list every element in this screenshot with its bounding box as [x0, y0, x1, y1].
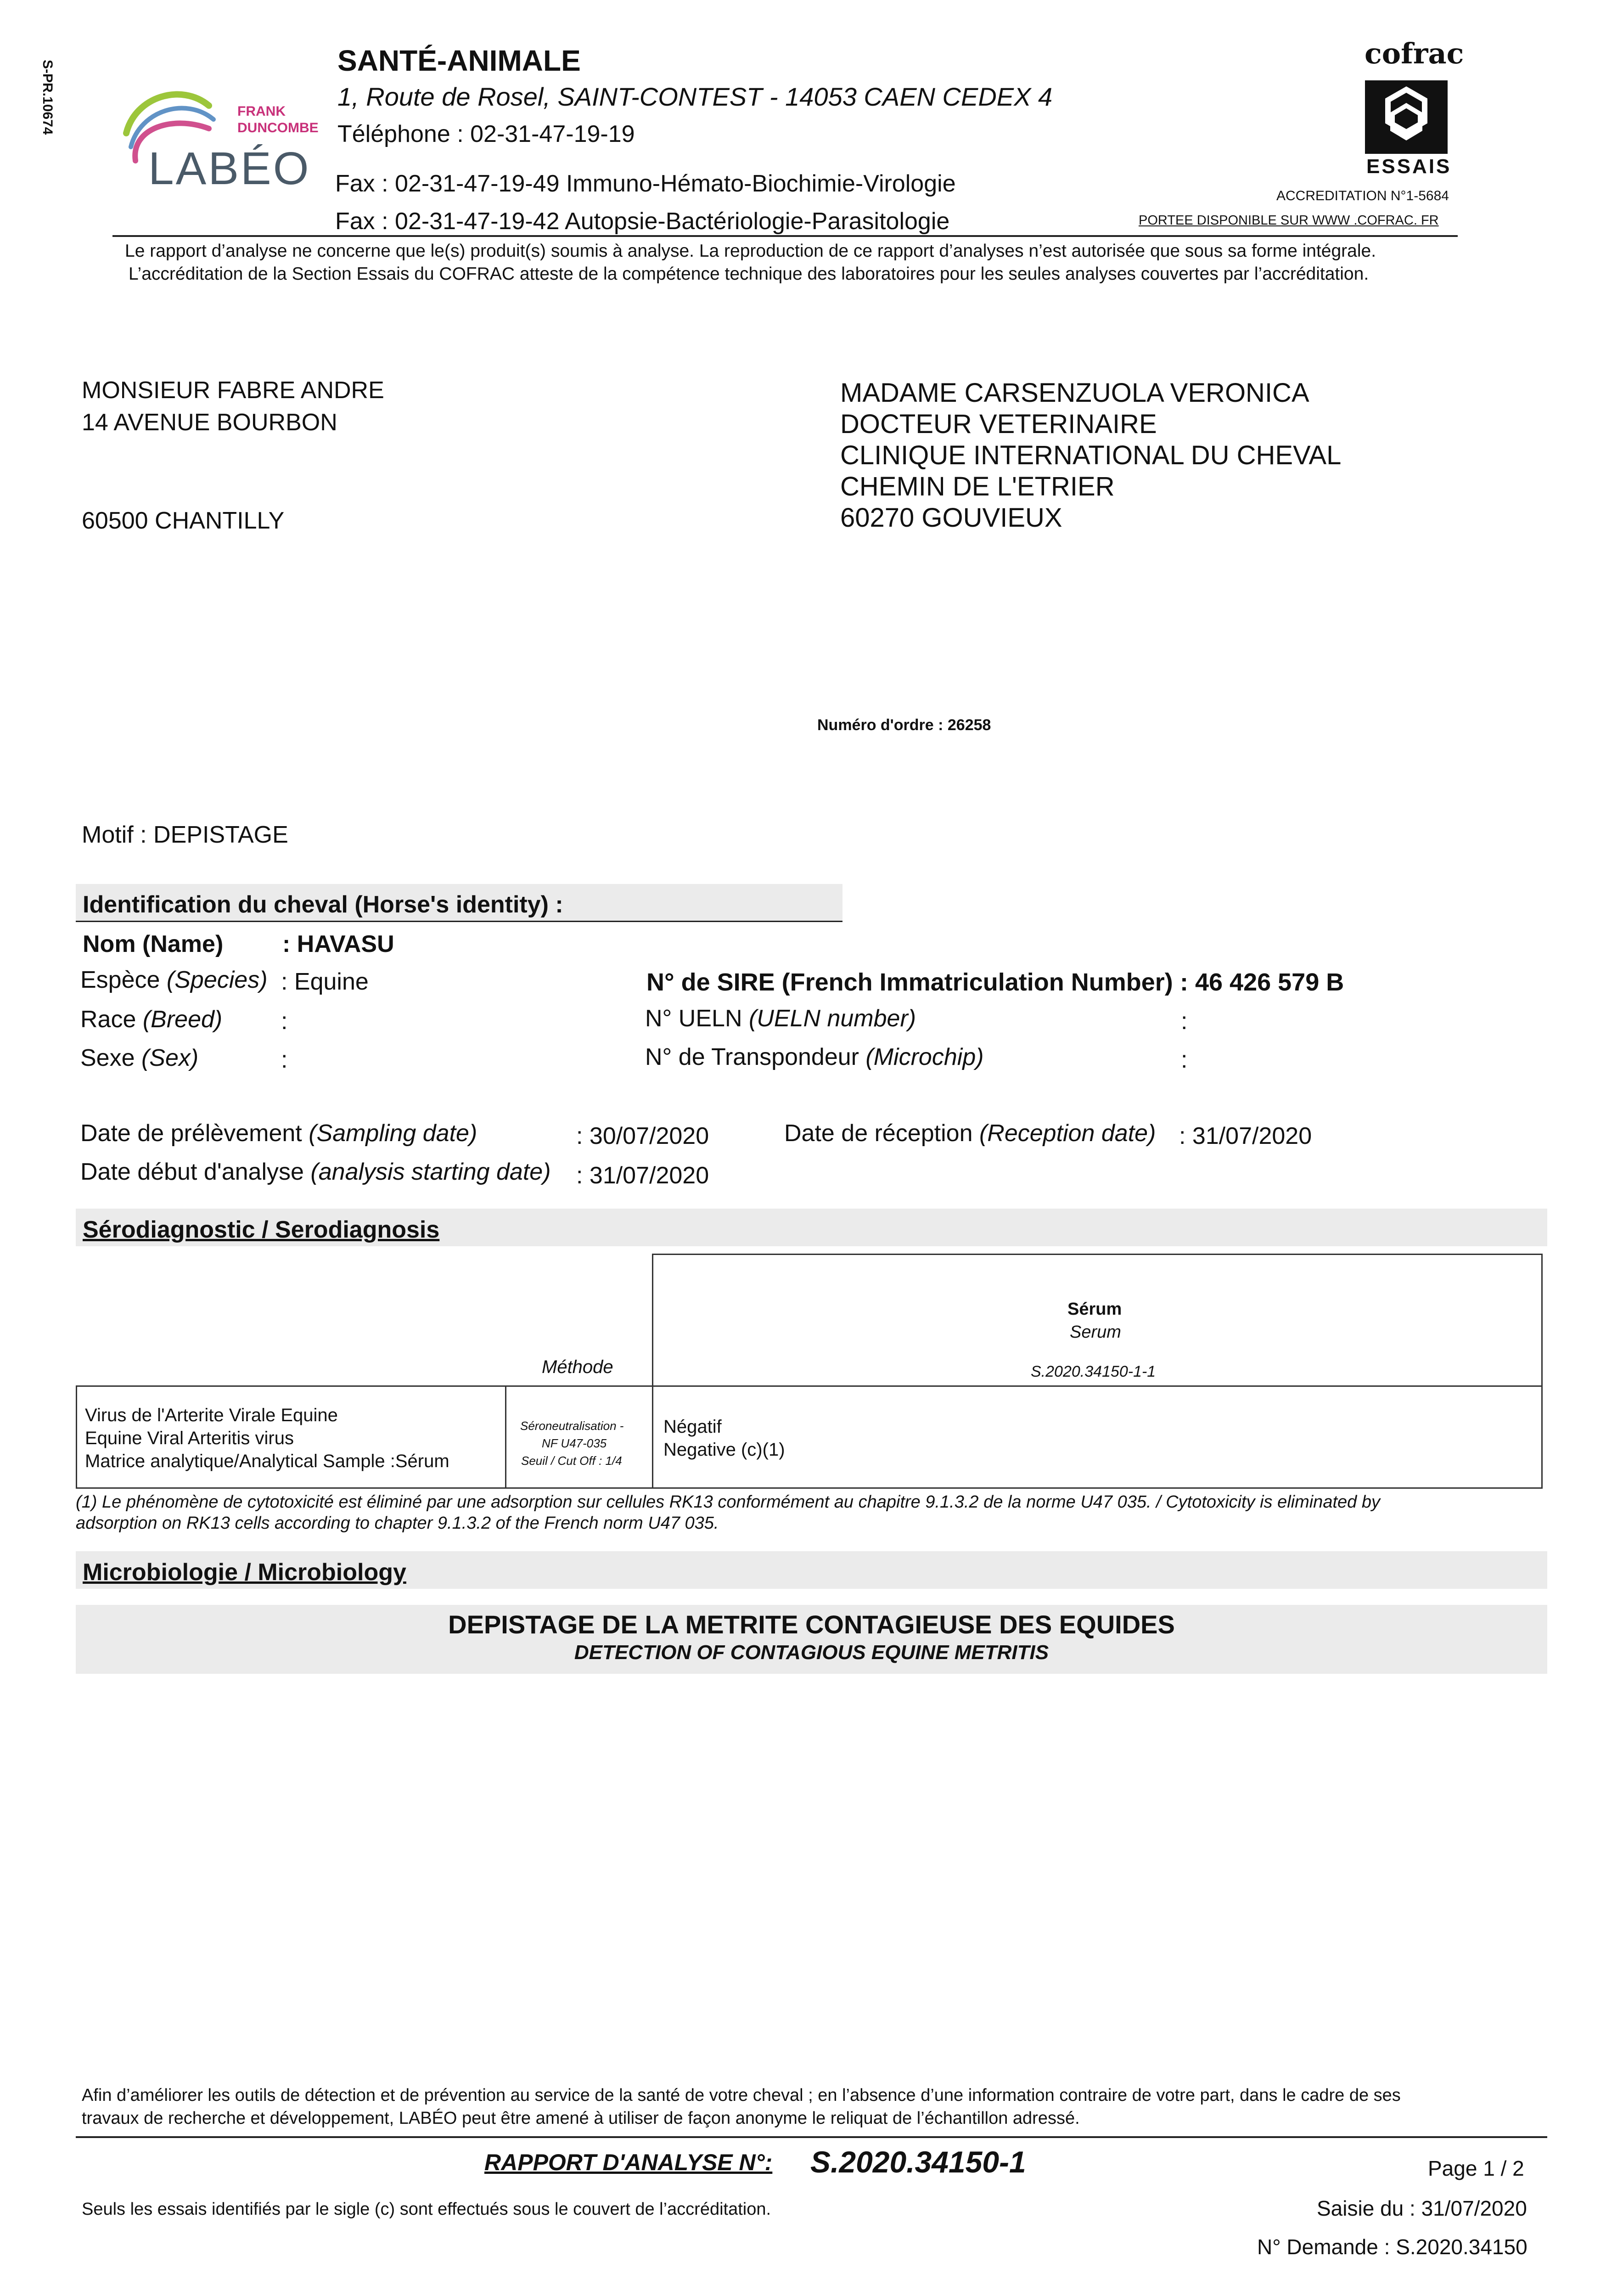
micro-title: DEPISTAGE DE LA METRITE CONTAGIEUSE DES EQUIDES	[448, 1610, 1175, 1639]
lab-name: SANTÉ-ANIMALE	[337, 44, 581, 77]
side-code: S-PR.10674	[40, 60, 55, 135]
logo-labeo: LABÉO	[148, 143, 311, 194]
analyte-name-fr: Virus de l'Arterite Virale Equine	[85, 1405, 338, 1425]
reception-date-label: Date de réception (Reception date)	[784, 1120, 1156, 1147]
header-rule	[112, 235, 1458, 237]
cofrac-accreditation: ACCREDITATION N°1-5684	[1276, 188, 1449, 203]
cofrac-logo	[1359, 37, 1464, 184]
start-date-value: : 31/07/2020	[576, 1162, 709, 1189]
vet-title: DOCTEUR VETERINAIRE	[840, 409, 1157, 439]
page-number: Page 1 / 2	[1428, 2156, 1524, 2180]
ueln-value: :	[1181, 1008, 1188, 1035]
micro-title-wrap	[76, 1609, 1547, 1664]
identity-header: Identification du cheval (Horse's identity) :	[83, 891, 563, 918]
demande-number: N° Demande : S.2020.34150	[1257, 2235, 1528, 2259]
accreditation-note: Seuls les essais identifiés par le sigle (c) sont effectués sous le couvert de l’accréditation.	[82, 2200, 771, 2219]
micro-header: Microbiologie / Microbiology	[83, 1559, 406, 1586]
table-col-divider-2	[652, 1385, 653, 1489]
footnote-line1: (1) Le phénomène de cytotoxicité est éliminé par une adsorption sur cellules RK13 conformément au chapitre 9.1.3.2 de la norme U47 035. / Cytotoxicity is eliminated by	[76, 1492, 1380, 1512]
footer-note-line1: Afin d’améliorer les outils de détection et de prévention au service de la santé de votre cheval ; en l’absence d’une information contraire de votre part, dans le cadre de ses	[82, 2086, 1401, 2105]
table-row	[76, 1385, 1543, 1489]
analyte-name-en: Equine Viral Arteritis virus	[85, 1428, 294, 1448]
method-line2: NF U47-035	[542, 1436, 607, 1450]
species-label: Espèce (Species)	[80, 967, 268, 993]
cofrac-essais: ESSAIS	[1366, 155, 1452, 178]
lab-fax1: Fax : 02-31-47-19-49 Immuno-Hémato-Biochimie-Virologie	[335, 170, 956, 197]
reception-date-value: : 31/07/2020	[1179, 1123, 1312, 1149]
method-line3: Seuil / Cut Off : 1/4	[521, 1454, 622, 1468]
lab-phone: Téléphone : 02-31-47-19-19	[337, 121, 635, 147]
logo-frank: FRANK	[237, 104, 286, 119]
result-fr: Négatif	[663, 1417, 722, 1437]
transponder-value: :	[1181, 1047, 1188, 1073]
cofrac-word: cofrac	[1365, 37, 1464, 70]
disclaimer-line2: L’accréditation de la Section Essais du COFRAC atteste de la compétence technique des laboratoires pour les seules analyses couvertes par l’accréditation.	[129, 264, 1369, 284]
transponder-label: N° de Transpondeur (Microchip)	[645, 1044, 984, 1070]
footer-note-line2: travaux de recherche et développement, LABÉO peut être amené à utiliser de façon anonyme le reliquat de l’échantillon adressé.	[82, 2109, 1080, 2128]
species-value: : Equine	[281, 968, 369, 995]
horse-name-value: : HAVASU	[282, 931, 394, 957]
sampling-date-value: : 30/07/2020	[576, 1123, 709, 1149]
vet-name: MADAME CARSENZUOLA VERONICA	[840, 378, 1309, 408]
sample-id: S.2020.34150-1-1	[1031, 1363, 1156, 1380]
breed-value: :	[281, 1008, 288, 1035]
logo-duncombe: DUNCOMBE	[237, 120, 319, 135]
breed-label: Race (Breed)	[80, 1006, 223, 1033]
serum-label-fr: Sérum	[1067, 1300, 1122, 1319]
method-col-header: Méthode	[542, 1357, 613, 1377]
micro-subtitle: DETECTION OF CONTAGIOUS EQUINE METRITIS	[574, 1641, 1049, 1664]
serum-label-en: Serum	[1070, 1322, 1121, 1342]
report-label: RAPPORT D'ANALYSE N°:	[484, 2150, 773, 2175]
footer-rule	[76, 2136, 1547, 2138]
saisie-date: Saisie du : 31/07/2020	[1317, 2196, 1527, 2220]
horse-name-label: Nom (Name)	[83, 931, 224, 957]
vet-city: 60270 GOUVIEUX	[840, 503, 1062, 533]
disclaimer-line1: Le rapport d’analyse ne concerne que le(s) produit(s) soumis à analyse. La reproduction de ce rapport d’analyses n’est autorisée que sous sa forme intégrale.	[125, 241, 1376, 261]
owner-street: 14 AVENUE BOURBON	[82, 409, 337, 436]
ueln-label: N° UELN (UELN number)	[645, 1005, 916, 1032]
vet-street: CHEMIN DE L'ETRIER	[840, 472, 1115, 501]
sire-label: N° de SIRE (French Immatriculation Number)	[646, 968, 1173, 996]
sex-label: Sexe (Sex)	[80, 1045, 199, 1071]
sire-value: : 46 426 579 B	[1180, 968, 1344, 996]
sampling-date-label: Date de prélèvement (Sampling date)	[80, 1120, 477, 1147]
owner-name: MONSIEUR FABRE ANDRE	[82, 377, 384, 404]
sex-value: :	[281, 1047, 288, 1073]
identity-header-rule	[76, 921, 842, 922]
cofrac-portee-link[interactable]: PORTEE DISPONIBLE SUR WWW .COFRAC. FR	[1139, 213, 1439, 228]
serology-header: Sérodiagnostic / Serodiagnosis	[83, 1216, 440, 1243]
lab-fax2: Fax : 02-31-47-19-42 Autopsie-Bactériologie-Parasitologie	[335, 208, 950, 235]
footnote-line2: adsorption on RK13 cells according to chapter 9.1.3.2 of the French norm U47 035.	[76, 1514, 719, 1533]
table-col-divider-1	[505, 1385, 506, 1489]
report-number: S.2020.34150-1	[810, 2145, 1026, 2179]
labeo-logo	[117, 78, 328, 197]
cofrac-emblem-icon	[1363, 78, 1450, 156]
analyte-matrix: Matrice analytique/Analytical Sample :Sérum	[85, 1451, 449, 1471]
result-en: Negative (c)(1)	[663, 1440, 785, 1460]
motif: Motif : DEPISTAGE	[82, 822, 288, 848]
lab-address: 1, Route de Rosel, SAINT-CONTEST - 14053 CAEN CEDEX 4	[337, 82, 1053, 111]
vet-clinic: CLINIQUE INTERNATIONAL DU CHEVAL	[840, 440, 1342, 470]
order-number: Numéro d'ordre : 26258	[817, 716, 991, 734]
method-line1: Séroneutralisation -	[520, 1419, 624, 1433]
start-date-label: Date début d'analyse (analysis starting date)	[80, 1159, 551, 1185]
owner-city: 60500 CHANTILLY	[82, 507, 285, 534]
